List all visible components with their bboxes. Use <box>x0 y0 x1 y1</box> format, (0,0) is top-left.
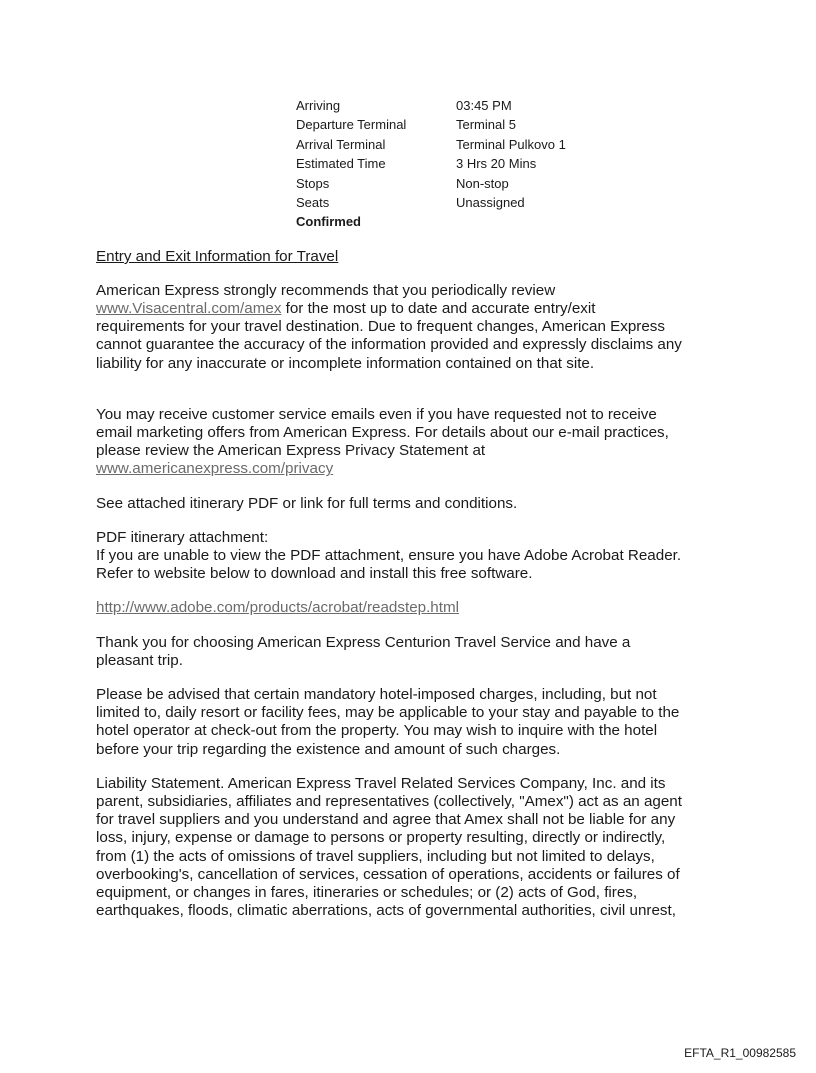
flight-label: Seats <box>296 194 330 210</box>
pdf-line: If you are unable to view the PDF attachment, ensure you have Adobe Acrobat Reader. <box>96 547 682 565</box>
liability-line: loss, injury, expense or damage to persons or property resulting, directly or indirectly, <box>96 829 666 847</box>
hotel-line: limited to, daily resort or facility fees, may be applicable to your stay and payable to the <box>96 704 680 722</box>
liability-line: for travel suppliers and you understand and agree that Amex shall not be liable for any <box>96 811 676 829</box>
visacentral-link[interactable]: www.Visacentral.com/amex <box>96 299 282 317</box>
adobe-link-wrap <box>96 599 736 617</box>
thanks-paragraph <box>96 634 736 670</box>
adobe-reader-link[interactable]: http://www.adobe.com/products/acrobat/readstep.html <box>96 599 460 617</box>
liability-line: from (1) the acts of omissions of travel suppliers, including but not limited to delays, <box>96 847 655 865</box>
liability-line: earthquakes, floods, climatic aberrations, acts of governmental authorities, civil unrest, <box>96 902 676 920</box>
liability-paragraph <box>96 775 736 921</box>
flight-value: 3 Hrs 20 Mins <box>456 156 537 172</box>
flight-row-arriving <box>296 96 566 115</box>
entry-exit-line: liability for any inaccurate or incomplete information contained on that site. <box>96 354 595 372</box>
pdf-title: PDF itinerary attachment: <box>96 528 269 546</box>
liability-line: Liability Statement. American Express Travel Related Services Company, Inc. and its <box>96 774 666 792</box>
email-line: You may receive customer service emails even if you have requested not to receive <box>96 405 657 423</box>
liability-line: equipment, or changes in fares, itineraries or schedules; or (2) acts of God, fires, <box>96 884 638 902</box>
flight-value: Terminal Pulkovo 1 <box>456 136 566 152</box>
pdf-line: Refer to website below to download and install this free software. <box>96 565 533 583</box>
flight-value: Terminal 5 <box>456 117 516 133</box>
entry-exit-paragraph <box>96 282 736 373</box>
flight-row-stops <box>296 174 566 193</box>
booking-status: Confirmed <box>296 214 361 230</box>
flight-row-arrival-terminal <box>296 135 566 154</box>
flight-label: Departure Terminal <box>296 117 407 133</box>
thanks-line: Thank you for choosing American Express Centurion Travel Service and have a <box>96 633 631 651</box>
liability-line: overbooking's, cancellation of services, cessation of operations, accidents or failures of <box>96 865 680 883</box>
flight-label: Arriving <box>296 98 341 113</box>
flight-label: Stops <box>296 175 330 191</box>
flight-details-table <box>296 96 566 232</box>
document-id: EFTA_R1_00982585 <box>684 1046 796 1060</box>
hotel-charges-paragraph <box>96 686 736 759</box>
entry-exit-heading-wrap <box>96 248 736 266</box>
flight-value: Unassigned <box>456 194 525 210</box>
flight-row-departure-terminal <box>296 115 566 134</box>
hotel-line: Please be advised that certain mandatory hotel-imposed charges, including, but not <box>96 686 657 704</box>
hotel-line: before your trip regarding the existence and amount of such charges. <box>96 740 561 758</box>
email-line: email marketing offers from American Express. For details about our e-mail practices, <box>96 424 669 441</box>
email-line: please review the American Express Privacy Statement at <box>96 442 486 460</box>
entry-exit-heading: Entry and Exit Information for Travel <box>96 248 339 265</box>
entry-exit-line: American Express strongly recommends that you periodically review <box>96 281 556 299</box>
flight-value: Non-stop <box>456 175 509 191</box>
pdf-paragraph <box>96 529 736 584</box>
flight-label: Estimated Time <box>296 156 386 172</box>
email-paragraph <box>96 406 736 479</box>
itinerary-note: See attached itinerary PDF or link for full terms and conditions. <box>96 494 518 512</box>
entry-exit-line: cannot guarantee the accuracy of the information provided and expressly disclaims any <box>96 336 682 354</box>
entry-exit-line: requirements for your travel destination. Due to frequent changes, American Express <box>96 318 665 336</box>
document-body <box>96 248 736 920</box>
privacy-link[interactable]: www.americanexpress.com/privacy <box>96 460 334 478</box>
thanks-line: pleasant trip. <box>96 651 183 669</box>
hotel-line: hotel operator at check-out from the property. You may wish to inquire with the hotel <box>96 722 658 740</box>
entry-exit-line: for the most up to date and accurate entry/exit <box>281 299 596 317</box>
flight-label: Arrival Terminal <box>296 136 386 152</box>
flight-row-estimated-time <box>296 154 566 173</box>
flight-value: 03:45 PM <box>456 98 512 113</box>
liability-line: parent, subsidiaries, affiliates and representatives (collectively, "Amex") act as an agent <box>96 793 682 811</box>
flight-row-seats <box>296 193 566 212</box>
